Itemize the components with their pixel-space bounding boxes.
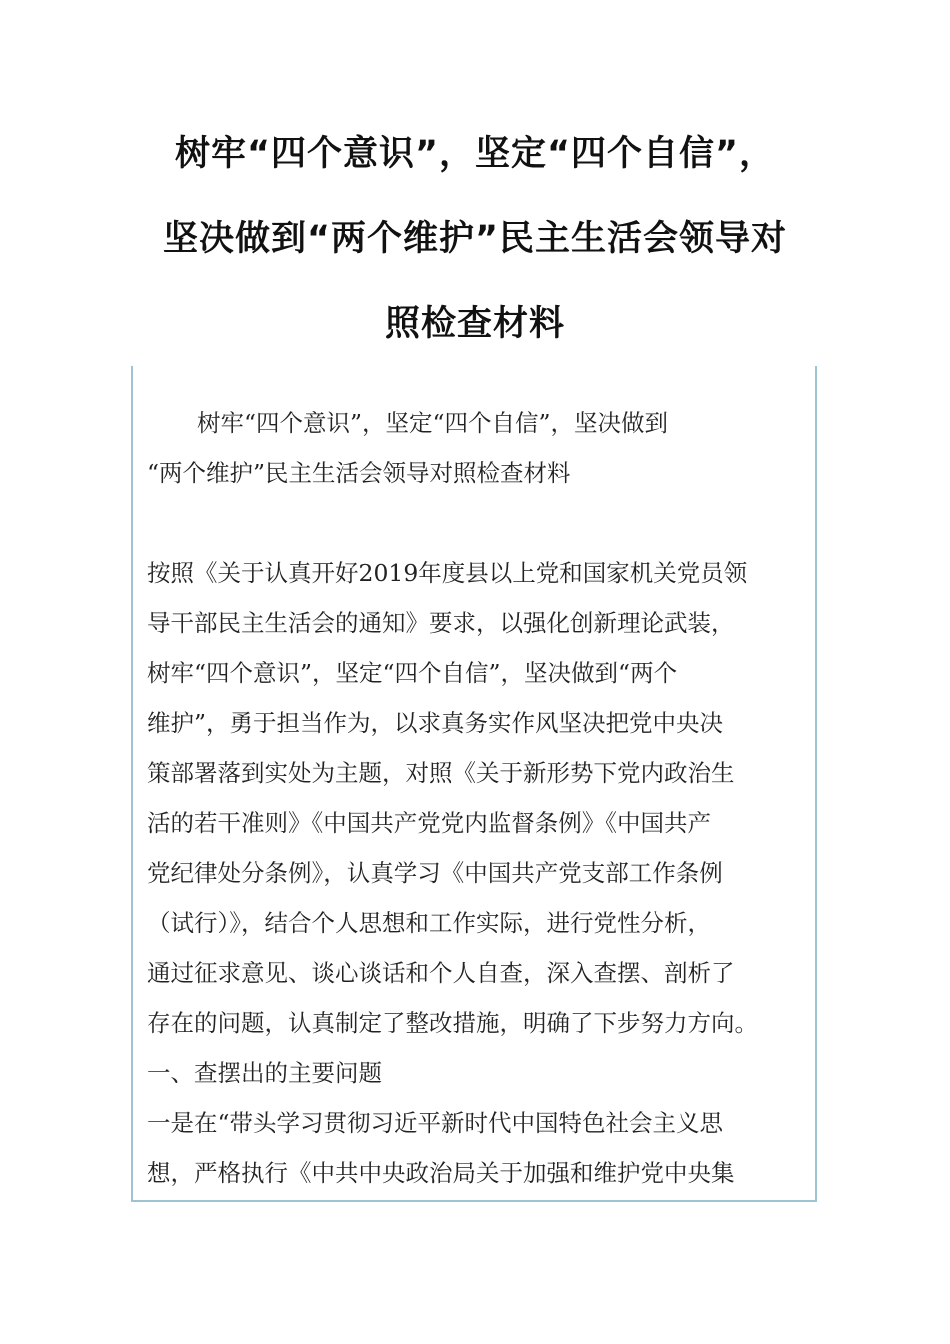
body-line: 通过征求意见、谈心谈话和个人自查，深入查摆、剖析了 [147,959,735,987]
body-line: （试行）》，结合个人思想和工作实际，进行党性分析， [147,909,711,937]
body-line: 党纪律处分条例》，认真学习《中国共产党支部工作条例 [147,859,723,887]
section-line: 想，严格执行《中共中央政治局关于加强和维护党中央集 [147,1159,735,1187]
title-line: 照检查材料 [384,304,565,344]
body-line: 存在的问题，认真制定了整改措施，明确了下步努力方向。 [147,1009,758,1037]
section-heading: 一、查摆出的主要问题 [147,1059,382,1087]
body-line: 活的若干准则》《中国共产党党内监督条例》《中国共产 [147,809,711,837]
body-line: 按照《关于认真开好2019年度县以上党和国家机关党员领 [147,559,748,587]
body-line: 维护”，勇于担当作为，以求真务实作风坚决把党中央决 [147,709,724,737]
title-line: 坚决做到“两个维护”民主生活会领导对 [162,219,787,259]
body-line: 导干部民主生活会的通知》要求，以强化创新理论武装， [147,609,735,637]
document-title [95,112,855,367]
body-line: 树牢“四个意识”，坚定“四个自信”，坚决做到“两个 [147,659,678,687]
title-line: 树牢“四个意识”，坚定“四个自信”， [174,134,775,174]
content-text-box [131,366,817,1202]
body-line: 策部署落到实处为主题，对照《关于新形势下党内政治生 [147,759,735,787]
content-text [147,398,807,1198]
section-line: 一是在“带头学习贯彻习近平新时代中国特色社会主义思 [147,1109,724,1137]
subtitle-line: “两个维护”民主生活会领导对照检查材料 [147,459,571,487]
subtitle-line: 树牢“四个意识”，坚定“四个自信”，坚决做到 [197,409,669,437]
paragraph-gap [147,498,807,548]
